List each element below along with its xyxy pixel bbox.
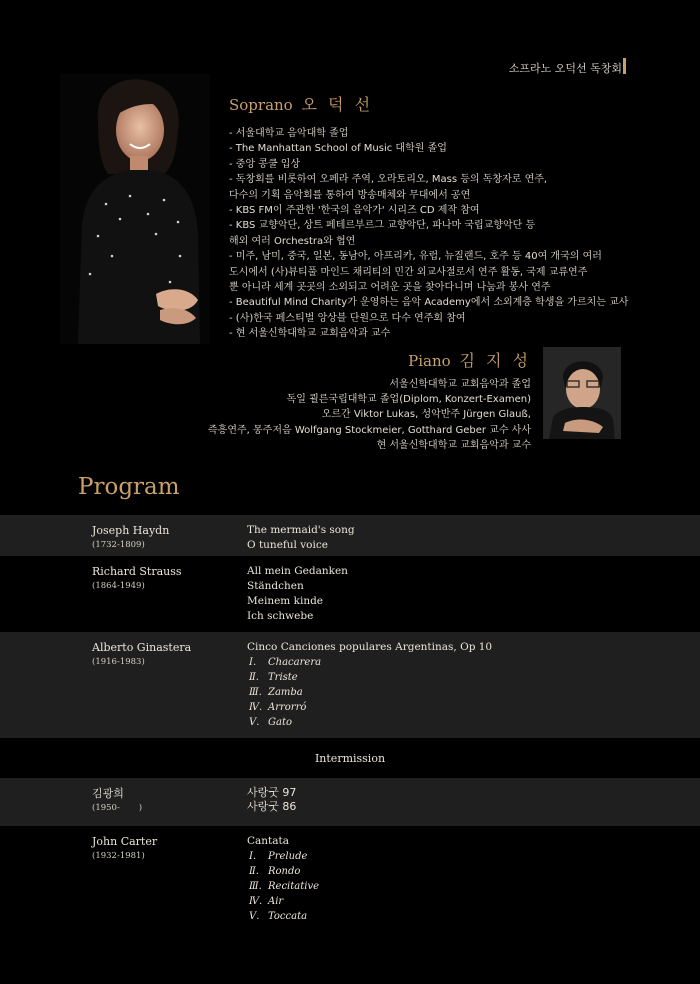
- movement-name: Air: [268, 896, 284, 907]
- soprano-bio-item: 해외 여러 Orchestra와 협연: [229, 235, 356, 247]
- soprano-bio-item: - KBS 교향악단, 상트 페테르부르그 교향악단, 파나마 국립교향악단 등: [229, 220, 536, 232]
- work-title: Cinco Canciones populares Argentinas, Op 10: [247, 641, 493, 653]
- movement-number: Ⅴ.: [249, 911, 260, 922]
- pianist-bio-item: 서울신학대학교 교회음악과 졸업: [389, 379, 531, 390]
- composer-name: John Carter: [92, 835, 158, 848]
- composer: [92, 640, 191, 669]
- movement: [247, 670, 492, 685]
- header-accent-bar: [623, 58, 626, 74]
- movement-name: Prelude: [268, 851, 308, 862]
- movement: [247, 909, 319, 924]
- movement-number: Ⅲ.: [249, 687, 262, 698]
- work-title: 사랑굿 86: [247, 800, 297, 813]
- movement: [247, 700, 492, 715]
- movement-name: Chacarera: [268, 657, 322, 668]
- soprano-bio-item: - 독창회를 비롯하여 오페라 주역, 오라토리오, Mass 등의 독창자로 연주,: [229, 174, 548, 186]
- composer: [92, 834, 157, 863]
- movement-number: Ⅱ.: [249, 866, 259, 877]
- pianist-bio-item: 오르간 Viktor Lukas, 성악반주 Jürgen Glauß,: [321, 409, 531, 421]
- program-row-kim: [0, 778, 700, 826]
- soprano-name: 오 덕 선: [301, 95, 374, 114]
- pianist-photo: [543, 347, 621, 439]
- composer-name: Richard Strauss: [92, 565, 182, 578]
- composer-years: (1732-1809): [92, 540, 145, 550]
- movement-number: Ⅲ.: [249, 881, 262, 892]
- soprano-bio-item: - Beautiful Mind Charity가 운영하는 음악 Academy에서 소외계층 학생을 가르치는 교사: [229, 297, 629, 309]
- work-title: 사랑굿 97: [247, 786, 297, 799]
- works: [247, 564, 348, 624]
- composer-years: (1932-1981): [92, 851, 145, 861]
- pianist-name-line: [208, 348, 531, 371]
- movement-number: Ⅳ.: [249, 702, 263, 713]
- pianist-bio-item: 즉흥연주, 몽주저음 Wolfgang Stockmeier, Gotthard Geber 교수 사사: [208, 424, 531, 436]
- movement: [247, 655, 492, 670]
- soprano-profile: [229, 92, 649, 342]
- pianist-bio-item: 독일 쾰른국립대학교 졸업(Diplom, Konzert-Examen): [286, 394, 531, 406]
- movement-name: Triste: [268, 672, 298, 683]
- composer-name: 김광희: [92, 787, 124, 800]
- soprano-bio-item: 뿐 아니라 세계 곳곳의 소외되고 어려운 곳을 찾아다니며 나눔과 봉사 연주: [229, 282, 551, 294]
- movement-number: Ⅴ.: [249, 717, 260, 728]
- composer-name: Alberto Ginastera: [92, 641, 192, 654]
- intermission-label: Intermission: [314, 752, 386, 765]
- works: [247, 523, 355, 553]
- movement-number: Ⅳ.: [249, 896, 263, 907]
- work-title: O tuneful voice: [247, 539, 328, 551]
- soprano-photo: [60, 74, 210, 344]
- pianist-name: 김 지 성: [459, 351, 531, 370]
- work-title: The mermaid's song: [247, 524, 355, 536]
- pianist-bio-list: [208, 377, 531, 453]
- program-heading: Program: [78, 474, 180, 500]
- concert-title: 소프라노 오덕선 독창회: [508, 62, 622, 75]
- composer-years: (1916-1983): [92, 657, 145, 667]
- soprano-bio-item: - 서울대학교 음악대학 졸업: [229, 128, 349, 139]
- program-row-strauss: [0, 556, 700, 632]
- movement-name: Gato: [268, 717, 292, 728]
- composer: [92, 786, 142, 815]
- works: [247, 834, 319, 924]
- soprano-bio-item: - 미주, 남미, 중국, 일본, 동남아, 아프리카, 유럽, 뉴질랜드, 호주 등 40여 개국의 여러: [229, 251, 602, 263]
- program-row-carter: [0, 826, 700, 926]
- composer-years: (1950- ): [92, 803, 143, 813]
- work-title: Ständchen: [247, 580, 304, 592]
- work-title: Meinem kinde: [247, 595, 324, 607]
- works: [247, 786, 296, 814]
- movement-name: Recitative: [268, 881, 320, 892]
- soprano-bio-item: - KBS FM이 주관한 '한국의 음악가' 시리즈 CD 제작 참여: [229, 205, 480, 217]
- program-row-haydn: [0, 515, 700, 556]
- movement: [247, 879, 319, 894]
- work-title: Ich schwebe: [247, 610, 314, 622]
- soprano-bio-item: - 중앙 콩쿨 입상: [229, 158, 301, 170]
- soprano-bio-item: 다수의 기획 음악회를 통하여 방송매체와 무대에서 공연: [229, 189, 471, 201]
- movement-number: Ⅰ.: [249, 851, 257, 862]
- composer: [92, 564, 182, 593]
- soprano-name-line: [229, 92, 649, 115]
- composer: [92, 523, 169, 552]
- movement: [247, 715, 492, 730]
- pianist-bio-item: 현 서울신학대학교 교회음악과 교수: [376, 439, 531, 451]
- work-title: All mein Gedanken: [247, 565, 348, 577]
- movement-name: Zamba: [268, 687, 303, 698]
- movement: [247, 864, 319, 879]
- soprano-bio-list: [229, 126, 649, 342]
- movement: [247, 685, 492, 700]
- works: [247, 640, 492, 730]
- soprano-bio-item: 도시에서 (사)뷰티풀 마인드 채리티의 민간 외교사절로서 연주 활동, 국제 교류연주: [229, 266, 588, 278]
- soprano-role: Soprano: [229, 96, 293, 114]
- program-row-ginastera: [0, 632, 700, 738]
- movement-name: Rondo: [268, 866, 301, 877]
- pianist-profile: [208, 348, 531, 453]
- movement-number: Ⅰ.: [249, 657, 257, 668]
- soprano-bio-item: - (사)한국 페스티벌 앙상블 단원으로 다수 연주회 참여: [229, 312, 466, 324]
- movement-name: Arrorró: [268, 702, 307, 713]
- movement: [247, 894, 319, 909]
- composer-years: (1864-1949): [92, 581, 145, 591]
- soprano-bio-item: - 현 서울신학대학교 교회음악과 교수: [229, 328, 391, 340]
- work-title: Cantata: [247, 835, 290, 847]
- movement-name: Toccata: [268, 911, 308, 922]
- pianist-role: Piano: [408, 352, 451, 370]
- soprano-bio-item: - The Manhattan School of Music 대학원 졸업: [229, 143, 447, 155]
- composer-name: Joseph Haydn: [92, 524, 170, 537]
- movement: [247, 849, 319, 864]
- movement-number: Ⅱ.: [249, 672, 259, 683]
